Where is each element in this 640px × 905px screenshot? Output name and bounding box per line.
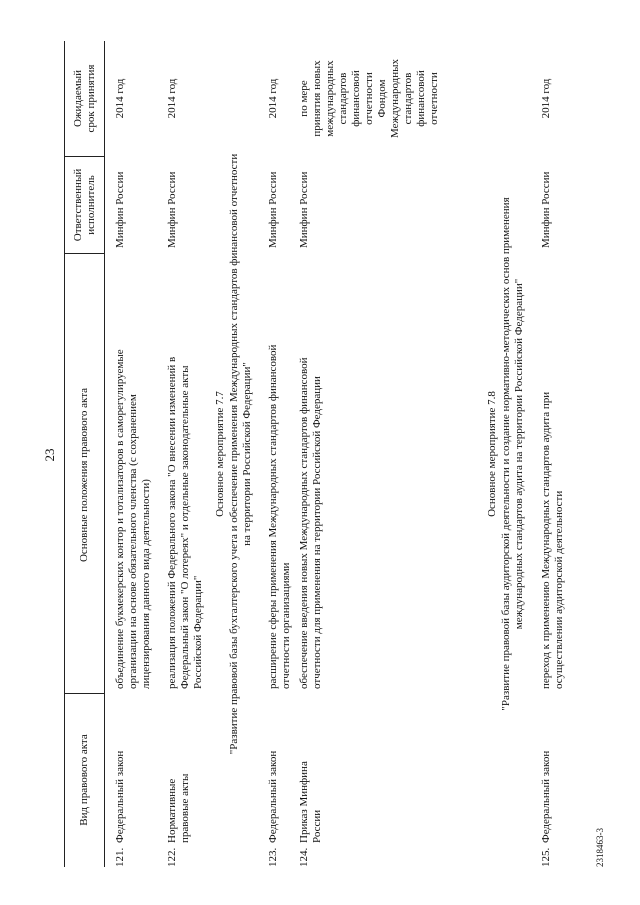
- section-title: Основное мероприятие 7.8: [486, 391, 498, 517]
- document-code: 2318463-3: [595, 828, 605, 867]
- row-deadline-line: международных: [324, 60, 336, 137]
- row-deadline-line: Международных: [389, 58, 401, 139]
- section-title: Основное мероприятие 7.7: [214, 391, 226, 517]
- row-provisions-line: осуществлении аудиторской деятельности: [553, 490, 565, 689]
- col-divider-1: [64, 693, 104, 694]
- row-deadline: 2014 год: [540, 78, 552, 119]
- header-executor-line2: исполнитель: [85, 175, 97, 235]
- row-number: 123.: [267, 847, 279, 867]
- row-act-type-line: Нормативные: [166, 778, 178, 843]
- header-act-type: Вид правового акта: [78, 734, 90, 826]
- row-deadline-line: стандартов: [337, 72, 349, 125]
- row-deadline: 2014 год: [267, 78, 279, 119]
- row-provisions-line: переход к применению Международных стандартов аудита при: [540, 391, 552, 689]
- row-executor: Минфин России: [267, 171, 279, 248]
- header-deadline-line1: Ожидаемый: [72, 69, 84, 128]
- row-act-type: Федеральный закон: [267, 750, 279, 843]
- row-act-type-line: Приказ Минфина: [298, 761, 310, 843]
- row-act-type: Федеральный закон: [114, 750, 126, 843]
- row-deadline-line: принятия новых: [311, 60, 323, 137]
- row-provisions-line: Российской Федерации": [192, 575, 204, 689]
- row-act-type-line: правовые акты: [179, 773, 191, 843]
- row-executor: Минфин России: [166, 171, 178, 248]
- row-number: 125.: [540, 847, 552, 867]
- row-provisions-line: расширение сферы применения Международных стандартов финансовой: [267, 344, 279, 689]
- header-deadline-line2: срок принятия: [85, 64, 97, 133]
- row-deadline-line: финансовой: [415, 70, 427, 127]
- section-text-line: "Развитие правовой базы бухгалтерского учета и обеспечение применения Международных стандартов финансовой отчетности: [228, 153, 240, 755]
- row-provisions-line: обеспечение введения новых Международных стандартов финансовой: [298, 357, 310, 689]
- row-deadline: 2014 год: [114, 78, 126, 119]
- row-act-type: Федеральный закон: [540, 750, 552, 843]
- row-provisions-line: отчетности организациями: [280, 562, 292, 689]
- row-executor: Минфин России: [540, 171, 552, 248]
- table-top-rule: [64, 41, 65, 867]
- row-deadline-line: по мере: [298, 80, 310, 117]
- row-provisions-line: отчетности для применения на территории Российской Федерации: [311, 376, 323, 689]
- row-number: 122.: [166, 847, 178, 867]
- section-text-line: "Развитие правовой базы аудиторской деятельности и создание нормативно-методических основ применения: [500, 197, 512, 711]
- row-deadline-line: Фондом: [376, 79, 388, 118]
- row-act-type-line: России: [311, 809, 323, 843]
- table-header-rule: [104, 41, 105, 867]
- header-provisions: Основные положения правового акта: [78, 387, 90, 563]
- section-text-line: международных стандартов аудита на территории Российской Федерации": [513, 278, 525, 630]
- row-executor: Минфин России: [114, 171, 126, 248]
- row-deadline-line: отчетности: [363, 72, 375, 125]
- row-provisions-line: лицензирования данного вида деятельности): [140, 479, 152, 689]
- page-number: 23: [42, 448, 57, 462]
- row-provisions-line: Федеральный закон "О лотереях" и отдельные законодательные акты: [179, 365, 191, 689]
- row-deadline-line: отчетности: [428, 72, 440, 125]
- row-executor: Минфин России: [298, 171, 310, 248]
- row-deadline-line: стандартов: [402, 72, 414, 125]
- row-provisions-line: организации на основе обязательного членства (с сохранением: [127, 394, 139, 689]
- row-number: 121.: [114, 847, 126, 867]
- section-text-line: на территории Российской Федерации": [241, 362, 253, 546]
- header-executor-line1: Ответственный: [72, 168, 84, 242]
- row-deadline-line: финансовой: [350, 70, 362, 127]
- row-provisions-line: реализация положений Федерального закона "О внесении изменений в: [166, 356, 178, 689]
- row-deadline: 2014 год: [166, 78, 178, 119]
- col-divider-2: [64, 253, 104, 254]
- row-number: 124.: [298, 847, 310, 867]
- row-provisions-line: объединение букмекерских контор и тотализаторов в саморегулируемые: [114, 349, 126, 689]
